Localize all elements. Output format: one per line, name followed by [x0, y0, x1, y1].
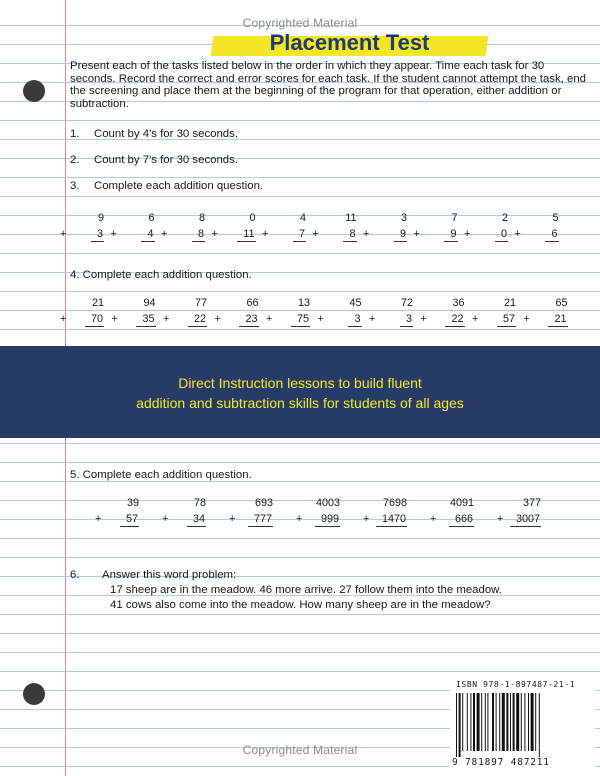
addend-top: 39 [126, 497, 139, 509]
addend-bottom: 3 [91, 228, 104, 242]
addend-bottom: 9 [394, 228, 407, 242]
addend-bottom: 999 [315, 513, 340, 527]
plus-sign: + [161, 228, 168, 240]
addend-bottom: 21 [548, 313, 567, 327]
plus-sign: + [523, 313, 530, 325]
addend-top: 45 [349, 297, 362, 309]
promo-banner-text [0, 373, 600, 413]
addend-bottom: 75 [291, 313, 310, 327]
plus-sign: + [296, 513, 303, 525]
addend-bottom: 57 [120, 513, 139, 527]
addend-top: 13 [297, 297, 310, 309]
watermark-bottom: Copyrighted Material [242, 743, 358, 757]
task-1 [70, 128, 238, 140]
addend-top: 3 [400, 212, 407, 224]
addend-top: 4 [299, 212, 306, 224]
task-5: 5. Complete each addition question. [70, 469, 252, 481]
addend-top: 65 [555, 297, 568, 309]
addend-bottom: 22 [188, 313, 207, 327]
addend-bottom: 35 [136, 313, 155, 327]
addend-top: 693 [254, 497, 273, 509]
addend-bottom: 8 [192, 228, 205, 242]
addend-bottom: 11 [237, 228, 255, 242]
page-title: Placement Test [269, 30, 430, 55]
task-2 [70, 154, 238, 166]
addend-top: 8 [198, 212, 205, 224]
plus-sign: + [497, 513, 504, 525]
task-1-text: Count by 4's for 30 seconds. [94, 128, 239, 140]
plus-sign: + [420, 313, 427, 325]
addend-top: 7 [451, 212, 458, 224]
plus-sign: + [472, 313, 479, 325]
addend-top: 377 [522, 497, 541, 509]
plus-sign: + [163, 313, 170, 325]
addend-top: 21 [503, 297, 516, 309]
addend-top: 94 [143, 297, 156, 309]
word-problem-line-1: 17 sheep are in the meadow. 46 more arrive. 27 follow them into the meadow. [110, 584, 502, 596]
addend-bottom: 9 [444, 228, 457, 242]
plus-sign: + [369, 313, 376, 325]
plus-sign: + [514, 228, 521, 240]
addend-top: 78 [193, 497, 206, 509]
addend-top: 6 [148, 212, 155, 224]
addend-bottom: 3 [400, 313, 413, 327]
banner-line-1: Direct Instruction lessons to build fluent [178, 375, 422, 391]
plus-sign: + [162, 513, 169, 525]
addend-bottom: 3 [348, 313, 361, 327]
plus-sign: + [363, 228, 370, 240]
isbn-text: ISBN 978-1-897487-21-1 [456, 680, 576, 689]
addend-top: 21 [91, 297, 104, 309]
task-2-text: Count by 7's for 30 seconds. [94, 154, 239, 166]
binder-hole-bottom [23, 683, 45, 705]
task-6-number: 6. [70, 569, 80, 581]
addend-bottom: 23 [239, 313, 258, 327]
plus-sign: + [111, 313, 118, 325]
addend-bottom: 0 [495, 228, 508, 242]
addend-top: 77 [194, 297, 207, 309]
plus-sign: + [464, 228, 471, 240]
plus-sign: + [211, 228, 218, 240]
plus-sign: + [262, 228, 269, 240]
word-problem-line-2: 41 cows also come into the meadow. How many sheep are in the meadow? [110, 599, 491, 611]
plus-sign: + [413, 228, 420, 240]
instructions: Present each of the tasks listed below in the order in which they appear. Time each task for 30 seconds. Record the correct and error scores for each task. If the student cannot attempt the task, end the screening and place them at the beginning of the program for that operation, either addition or subtraction. [70, 60, 587, 110]
plus-sign: + [214, 313, 221, 325]
addend-bottom: 4 [141, 228, 154, 242]
addend-top: 4003 [315, 497, 340, 509]
addend-bottom: 22 [445, 313, 464, 327]
addend-top: 72 [400, 297, 413, 309]
plus-sign: + [266, 313, 273, 325]
addend-bottom: 70 [85, 313, 104, 327]
plus-sign: + [95, 513, 102, 525]
addend-bottom: 7 [293, 228, 306, 242]
addend-bottom: 1470 [376, 513, 407, 527]
addend-top: 11 [345, 212, 357, 224]
addend-bottom: 57 [497, 313, 516, 327]
addend-top: 5 [552, 212, 559, 224]
addend-bottom: 777 [248, 513, 273, 527]
addend-top: 66 [246, 297, 259, 309]
addend-top: 0 [249, 212, 256, 224]
addend-top: 9 [97, 212, 104, 224]
banner-line-2: addition and subtraction skills for students of all ages [136, 395, 464, 411]
addend-bottom: 8 [343, 228, 356, 242]
addend-bottom: 3007 [510, 513, 541, 527]
task-3 [70, 180, 263, 192]
binder-hole-top [23, 80, 45, 102]
addend-bottom: 666 [449, 513, 474, 527]
barcode-number: 9 781897 487211 [452, 757, 550, 768]
task-3-number: 3. [70, 180, 80, 192]
addend-top: 36 [452, 297, 465, 309]
task-6-prompt: Answer this word problem: [102, 569, 237, 581]
plus-sign: + [60, 313, 67, 325]
addend-top: 7698 [382, 497, 407, 509]
plus-sign: + [317, 313, 324, 325]
task-4: 4. Complete each addition question. [70, 269, 252, 281]
addend-bottom: 6 [545, 228, 558, 242]
task-2-number: 2. [70, 154, 80, 166]
addend-top: 2 [501, 212, 508, 224]
plus-sign: + [229, 513, 236, 525]
plus-sign: + [312, 228, 319, 240]
plus-sign: + [430, 513, 437, 525]
plus-sign: + [363, 513, 370, 525]
addend-top: 4091 [449, 497, 474, 509]
task-1-number: 1. [70, 128, 80, 140]
plus-sign: + [110, 228, 117, 240]
plus-sign: + [60, 228, 67, 240]
watermark-top: Copyrighted Material [242, 16, 358, 30]
addend-bottom: 34 [187, 513, 206, 527]
task-3-text: Complete each addition question. [94, 180, 264, 192]
task-6 [70, 568, 502, 613]
